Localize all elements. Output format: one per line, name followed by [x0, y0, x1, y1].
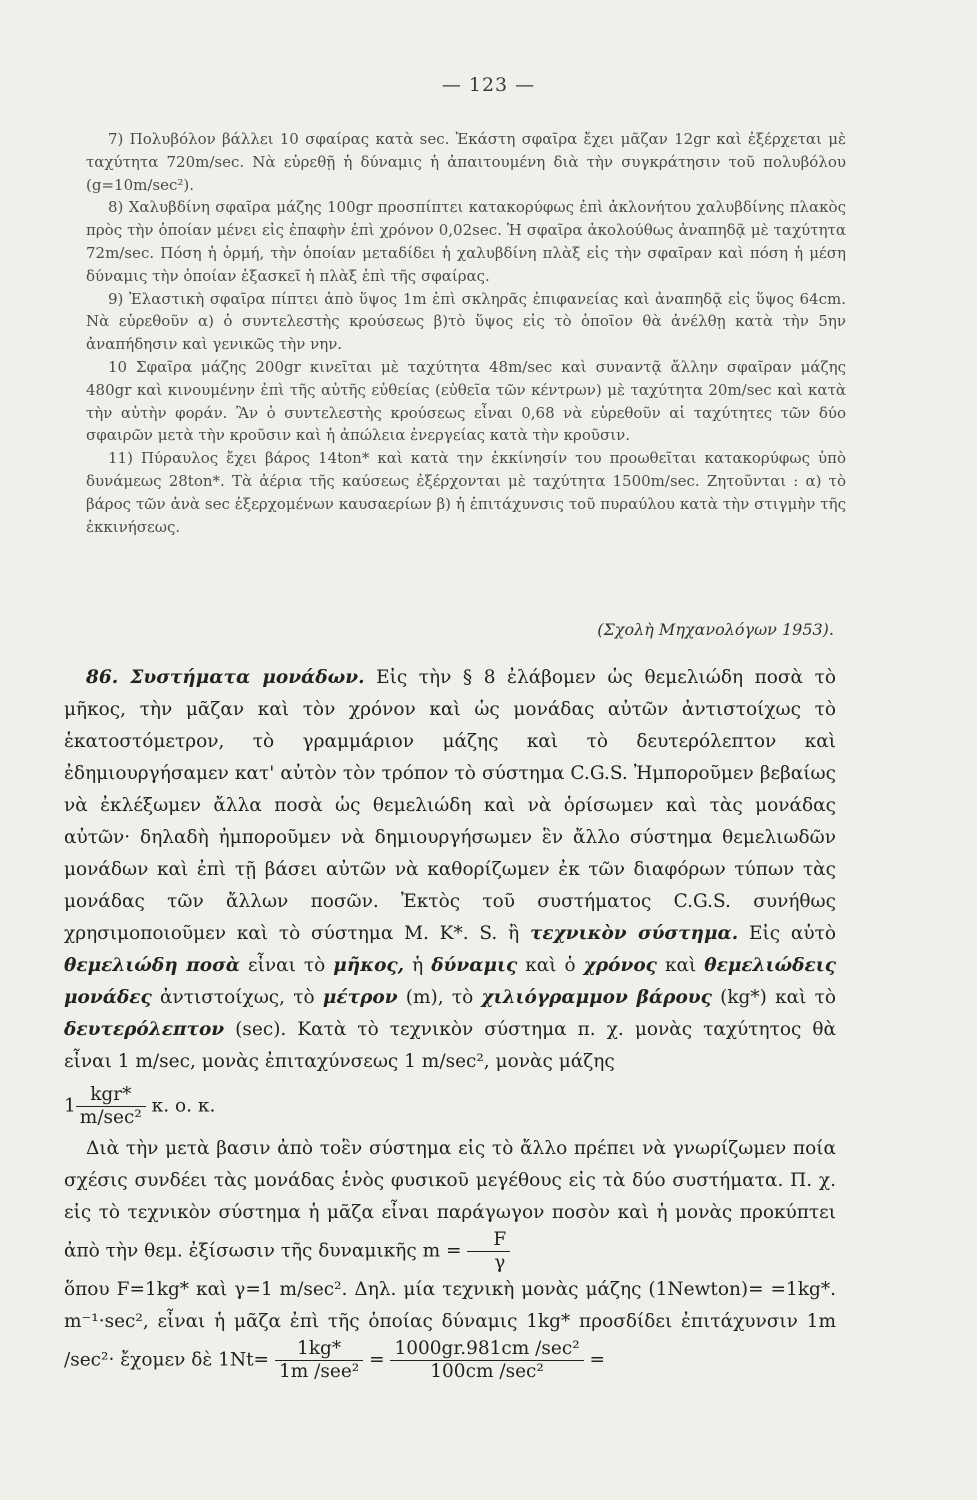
section-86 — [64, 662, 836, 1383]
exercise-list — [86, 128, 846, 538]
exercise-11: 11) Πύραυλος ἔχει βάρος 14ton* καὶ κατὰ την ἐκκίνησίν του προωθεῖται κατακορύφως ὑπὸ δυνάμεως 28ton*. Τὰ ἀέρια τῆς καύσεως ἐξέρχονται μὲ ταχύτητα 1500m/sec. Ζητοῦνται : α) τὸ βάρος τῶν ἀνὰ sec ἐξερχομένων καυσαερίων β) ἡ ἐπιτάχυνσις τοῦ πυραύλου κατὰ τὴν στιγμὴν τῆς ἐκκινήσεως. — [86, 449, 846, 536]
newton-fraction-1: $\frac{1kg*}{\text{1m /see²}}$ — [275, 1338, 363, 1383]
page-number: — 123 — — [441, 74, 536, 96]
exercise-9: 9) Ἐλαστικὴ σφαῖρα πίπτει ἀπὸ ὕψος 1m ἐπὶ σκληρᾶς ἐπιφανείας καὶ ἀναπηδᾷ εἰς ὕψος 64cm. Νὰ εὑρεθοῦν α) ὁ συντελεστὴς κρούσεως β)τὸ ὕψος εἰς τὸ ὁποῖον θὰ ἀνέλθῃ κατὰ τὴν 5ην ἀναπήδησιν καὶ γενικῶς τὴν νην. — [86, 289, 846, 354]
newton-fraction-2: $\frac{\text{1000gr.981cm /sec²}}{\text{100cm /sec²}}$ — [390, 1338, 583, 1383]
section-paragraph-1: 86. Συστήματα μονάδων. Εἰς τὴν § 8 ἐλάβομεν ὡς θεμελιώδη ποσὰ τὸ μῆκος, τὴν μᾶζαν καὶ τὸν χρόνον καὶ ὡς μονάδας αὐτῶν ἀντιστοίχως τὸ ἑκατοστόμετρον, τὸ γραμμάριον μάζης καὶ τὸ δευτερόλεπτον καὶ ἐδημιουργήσαμεν κατ' αὐτὸν τὸν τρόπον τὸ σύστημα C.G.S. Ἠμποροῦμεν βεβαίως νὰ ἐκλέξωμεν ἄλλα ποσὰ ὡς θεμελιώδη καὶ νὰ ὁρίσωμεν καὶ τὰς μονάδας αὐτῶν· δηλαδὴ ἠμποροῦμεν νὰ δημιουργήσωμεν ἓν ἄλλο σύστημα θεμελιωδῶν μονάδων καὶ ἐπὶ τῇ βάσει αὐτῶν νὰ καθορίζωμεν ἐκ τῶν διαφόρων τύπων τὰς μονάδας τῶν ἄλλων ποσῶν. Ἐκτὸς τοῦ συστήματος C.G.S. συνήθως χρησιμοποιοῦμεν καὶ τὸ σύστημα Μ. Κ*. S. ἢ τεχνικὸν σύστημα. Εἰς αὐτὸ θεμελιώδη ποσὰ εἶναι τὸ μῆκος, ἡ δύναμις καὶ ὁ χρόνος καὶ θεμελιώδεις μονάδες ἀντιστοίχως, τὸ μέτρον (m), τὸ χιλιόγραμμον βάρους (kg*) καὶ τὸ δευτερόλεπτον (sec). Κατὰ τὸ τεχνικὸν σύστημα π. χ. μονὰς ταχύτητος θὰ εἶναι 1 m/sec, μονὰς ἐπιταχύνσεως 1 m/sec², μονὰς μάζης — [64, 667, 836, 1072]
exercise-7: 7) Πολυβόλον βάλλει 10 σφαίρας κατὰ sec. Ἑκάστη σφαῖρα ἔχει μᾶζαν 12gr καὶ ἐξέρχεται μὲ ταχύτητα 720m/sec. Νὰ εὑρεθῇ ἡ δύναμις ἡ ἀπαιτουμένη διὰ τὴν συγκράτησιν τοῦ πολυβόλου (g=10m/sec²). — [86, 130, 846, 194]
mass-unit-fraction: $\frac{\text{kgr*}}{\text{m/sec²}}$ — [76, 1084, 146, 1129]
exercise-source: (Σχολὴ Μηχανολόγων 1953). — [597, 620, 834, 639]
term-technical-system: τεχνικὸν σύστημα. — [529, 923, 739, 944]
exercise-10: 10 Σφαῖρα μάζης 200gr κινεῖται μὲ ταχύτητα 48m/sec καὶ συναντᾷ ἄλλην σφαῖραν μάζης 480gr καὶ κινουμένην ἐπὶ τῆς αὐτῆς εὐθείας (εὐθεῖα τῶν κέντρων) μὲ ταχύτητα 20m/sec καὶ κατὰ τὴν αὐτὴν φοράν. Ἂν ὁ συντελεστὴς κρούσεως εἶναι 0,68 νὰ εὑρεθοῦν αἱ ταχύτητες τῶν δύο σφαιρῶν μετὰ τὴν κροῦσιν καὶ ἡ ἀπώλεια ἐνεργείας κατὰ τὴν κροῦσιν. — [86, 357, 846, 445]
section-heading: 86. Συστήματα μονάδων. — [86, 667, 365, 688]
section-paragraph-3: ὅπου F=1kg* καὶ γ=1 m/sec². Δηλ. μία τεχνικὴ μονὰς μάζης (1Newton)= =1kg*. m⁻¹·sec², εἶναι ἡ μᾶζα ἐπὶ τῆς ὁποίας δύναμις 1kg* προσδίδει ἐπιτάχυνσιν 1m /sec²· ἔχομεν δὲ 1Nt= $\frac{1kg*}{\text{1m /see²}}$ = $\frac{\text{1000gr.981cm /sec²}}{\text{100cm /sec²}}$ = — [64, 1279, 836, 1382]
mass-unit-formula: 1 $\frac{\text{kgr*}}{\text{m/sec²}}$ κ. ο. κ. — [64, 1084, 216, 1128]
section-paragraph-2: Διὰ τὴν μετὰ βασιν ἀπὸ τοἓν σύστημα εἰς τὸ ἄλλο πρέπει νὰ γνωρίζωμεν ποία σχέσις συνδέει τὰς μονάδας ἑνὸς φυσικοῦ μεγέθους εἰς τὰ δύο συστήματα. Π. χ. εἰς τὸ τεχνικὸν σύστημα ἡ μᾶζα εἶναι παράγωγον ποσὸν καὶ ἡ μονὰς προκύπτει ἀπὸ τὴν θεμ. ἐξίσωσιν τῆς δυναμικῆς m = $\frac{F}{\gamma}$ — [64, 1138, 836, 1273]
mass-equation-fraction: $\frac{F}{\gamma}$ — [467, 1229, 510, 1274]
exercise-8: 8) Χαλυβδίνη σφαῖρα μάζης 100gr προσπίπτει κατακορύφως ἐπὶ ἀκλονήτου χαλυβδίνης πλακὸς πρὸς τὴν ὁποίαν μένει εἰς ἐπαφὴν ἐπὶ χρόνον 0,02sec. Ἡ σφαῖρα ἀκολούθως ἀναπηδᾷ μὲ ταχύτητα 72m/sec. Πόση ἡ ὁρμή, τὴν ὁποίαν μεταδίδει ἡ χαλυβδίνη πλὰξ εἰς τὴν σφαῖραν καὶ πόση ἡ μέση δύναμις τὴν ὁποίαν ἐξασκεῖ ἡ πλὰξ ἐπὶ τῆς σφαίρας. — [86, 198, 846, 285]
